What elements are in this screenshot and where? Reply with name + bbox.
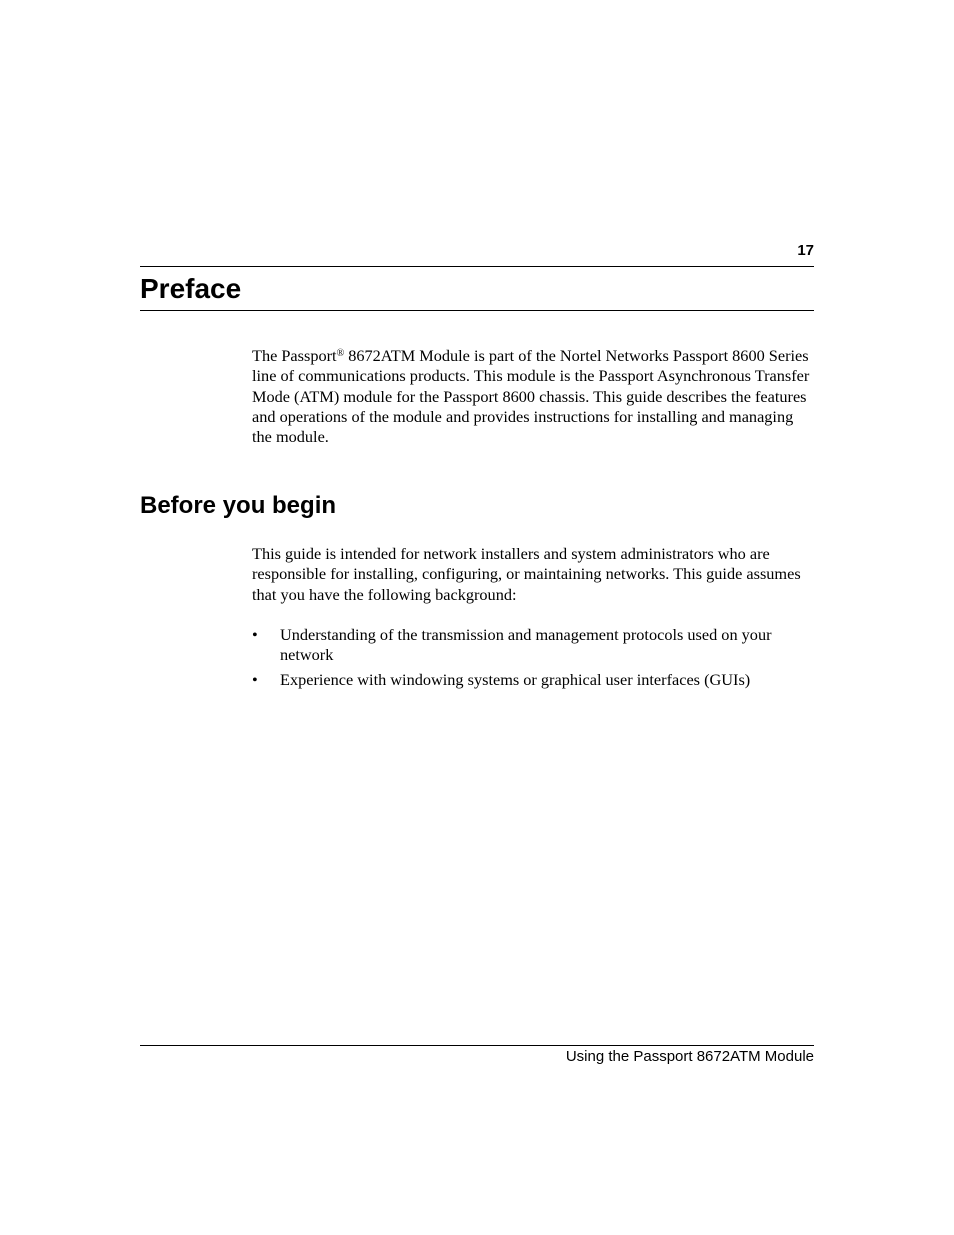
footer-title: Using the Passport 8672ATM Module (565, 1048, 814, 1065)
title-rule (140, 310, 814, 311)
list-item (252, 625, 814, 666)
bullet-icon: • (252, 670, 258, 690)
intro-text-rest: 8672ATM Module is part of the Nortel Networks Passport 8600 Series line of communications products. This module is the Passport Asynchronous Transfer Mode (ATM) module for the Passport 8600 chassis. This guide describes the features and operations of the module and provides instructions for installing and managing the module. (252, 346, 810, 447)
page-number: 17 (797, 242, 814, 259)
registered-mark: ® (336, 348, 345, 359)
list-item-text: Understanding of the transmission and management protocols used on your network (280, 625, 772, 665)
header-rule (140, 266, 814, 267)
section-title-before-you-begin: Before you begin (140, 492, 337, 519)
intro-paragraph (252, 346, 814, 447)
list-item (252, 670, 814, 690)
list-item-text: Experience with windowing systems or graphical user interfaces (GUIs) (280, 670, 751, 690)
audience-paragraph: This guide is intended for network installers and system administrators who are responsible for installing, configuring, or maintaining networks. This guide assumes that you have the following background: (252, 544, 801, 604)
footer-rule (140, 1045, 814, 1046)
bullet-icon: • (252, 625, 258, 644)
intro-text-start: The Passport (252, 346, 337, 365)
chapter-title: Preface (140, 273, 242, 304)
background-list (252, 625, 814, 695)
